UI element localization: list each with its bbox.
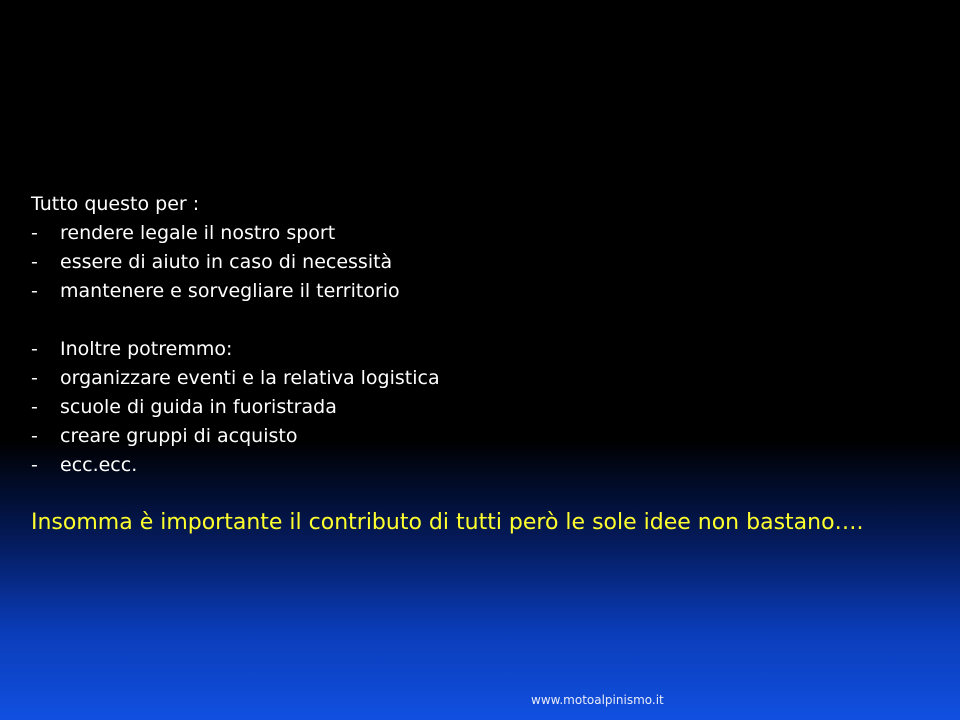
bullet-item [31, 422, 931, 451]
bullet-dash: - [31, 222, 38, 244]
bullet-list-options [31, 335, 931, 480]
bullet-text: creare gruppi di acquisto [60, 425, 298, 447]
bullet-dash: - [31, 454, 38, 476]
bullet-item [31, 364, 931, 393]
footer-website: www.motoalpinismo.it [531, 693, 664, 707]
closing-statement: Insomma è importante il contributo di tutti però le sole idee non bastano…. [31, 510, 864, 535]
bullet-list-reasons [31, 219, 931, 306]
bullet-item [31, 335, 931, 364]
bullet-item [31, 393, 931, 422]
bullet-dash: - [31, 280, 38, 302]
bullet-text: ecc.ecc. [60, 454, 138, 476]
bullet-text: mantenere e sorvegliare il territorio [60, 280, 400, 302]
bullet-dash: - [31, 338, 38, 360]
bullet-text: Inoltre potremmo: [60, 338, 233, 360]
bullet-item [31, 277, 931, 306]
bullet-item [31, 451, 931, 480]
bullet-text: scuole di guida in fuoristrada [60, 396, 337, 418]
bullet-item [31, 248, 931, 277]
bullet-dash: - [31, 425, 38, 447]
bullet-text: organizzare eventi e la relativa logistica [60, 367, 440, 389]
bullet-item [31, 219, 931, 248]
list-spacer [31, 306, 931, 335]
bullet-dash: - [31, 251, 38, 273]
bullet-text: essere di aiuto in caso di necessità [60, 251, 393, 273]
intro-line: Tutto questo per : [31, 193, 200, 215]
bullet-text: rendere legale il nostro sport [60, 222, 336, 244]
slide-body [31, 190, 931, 480]
bullet-dash: - [31, 396, 38, 418]
bullet-dash: - [31, 367, 38, 389]
